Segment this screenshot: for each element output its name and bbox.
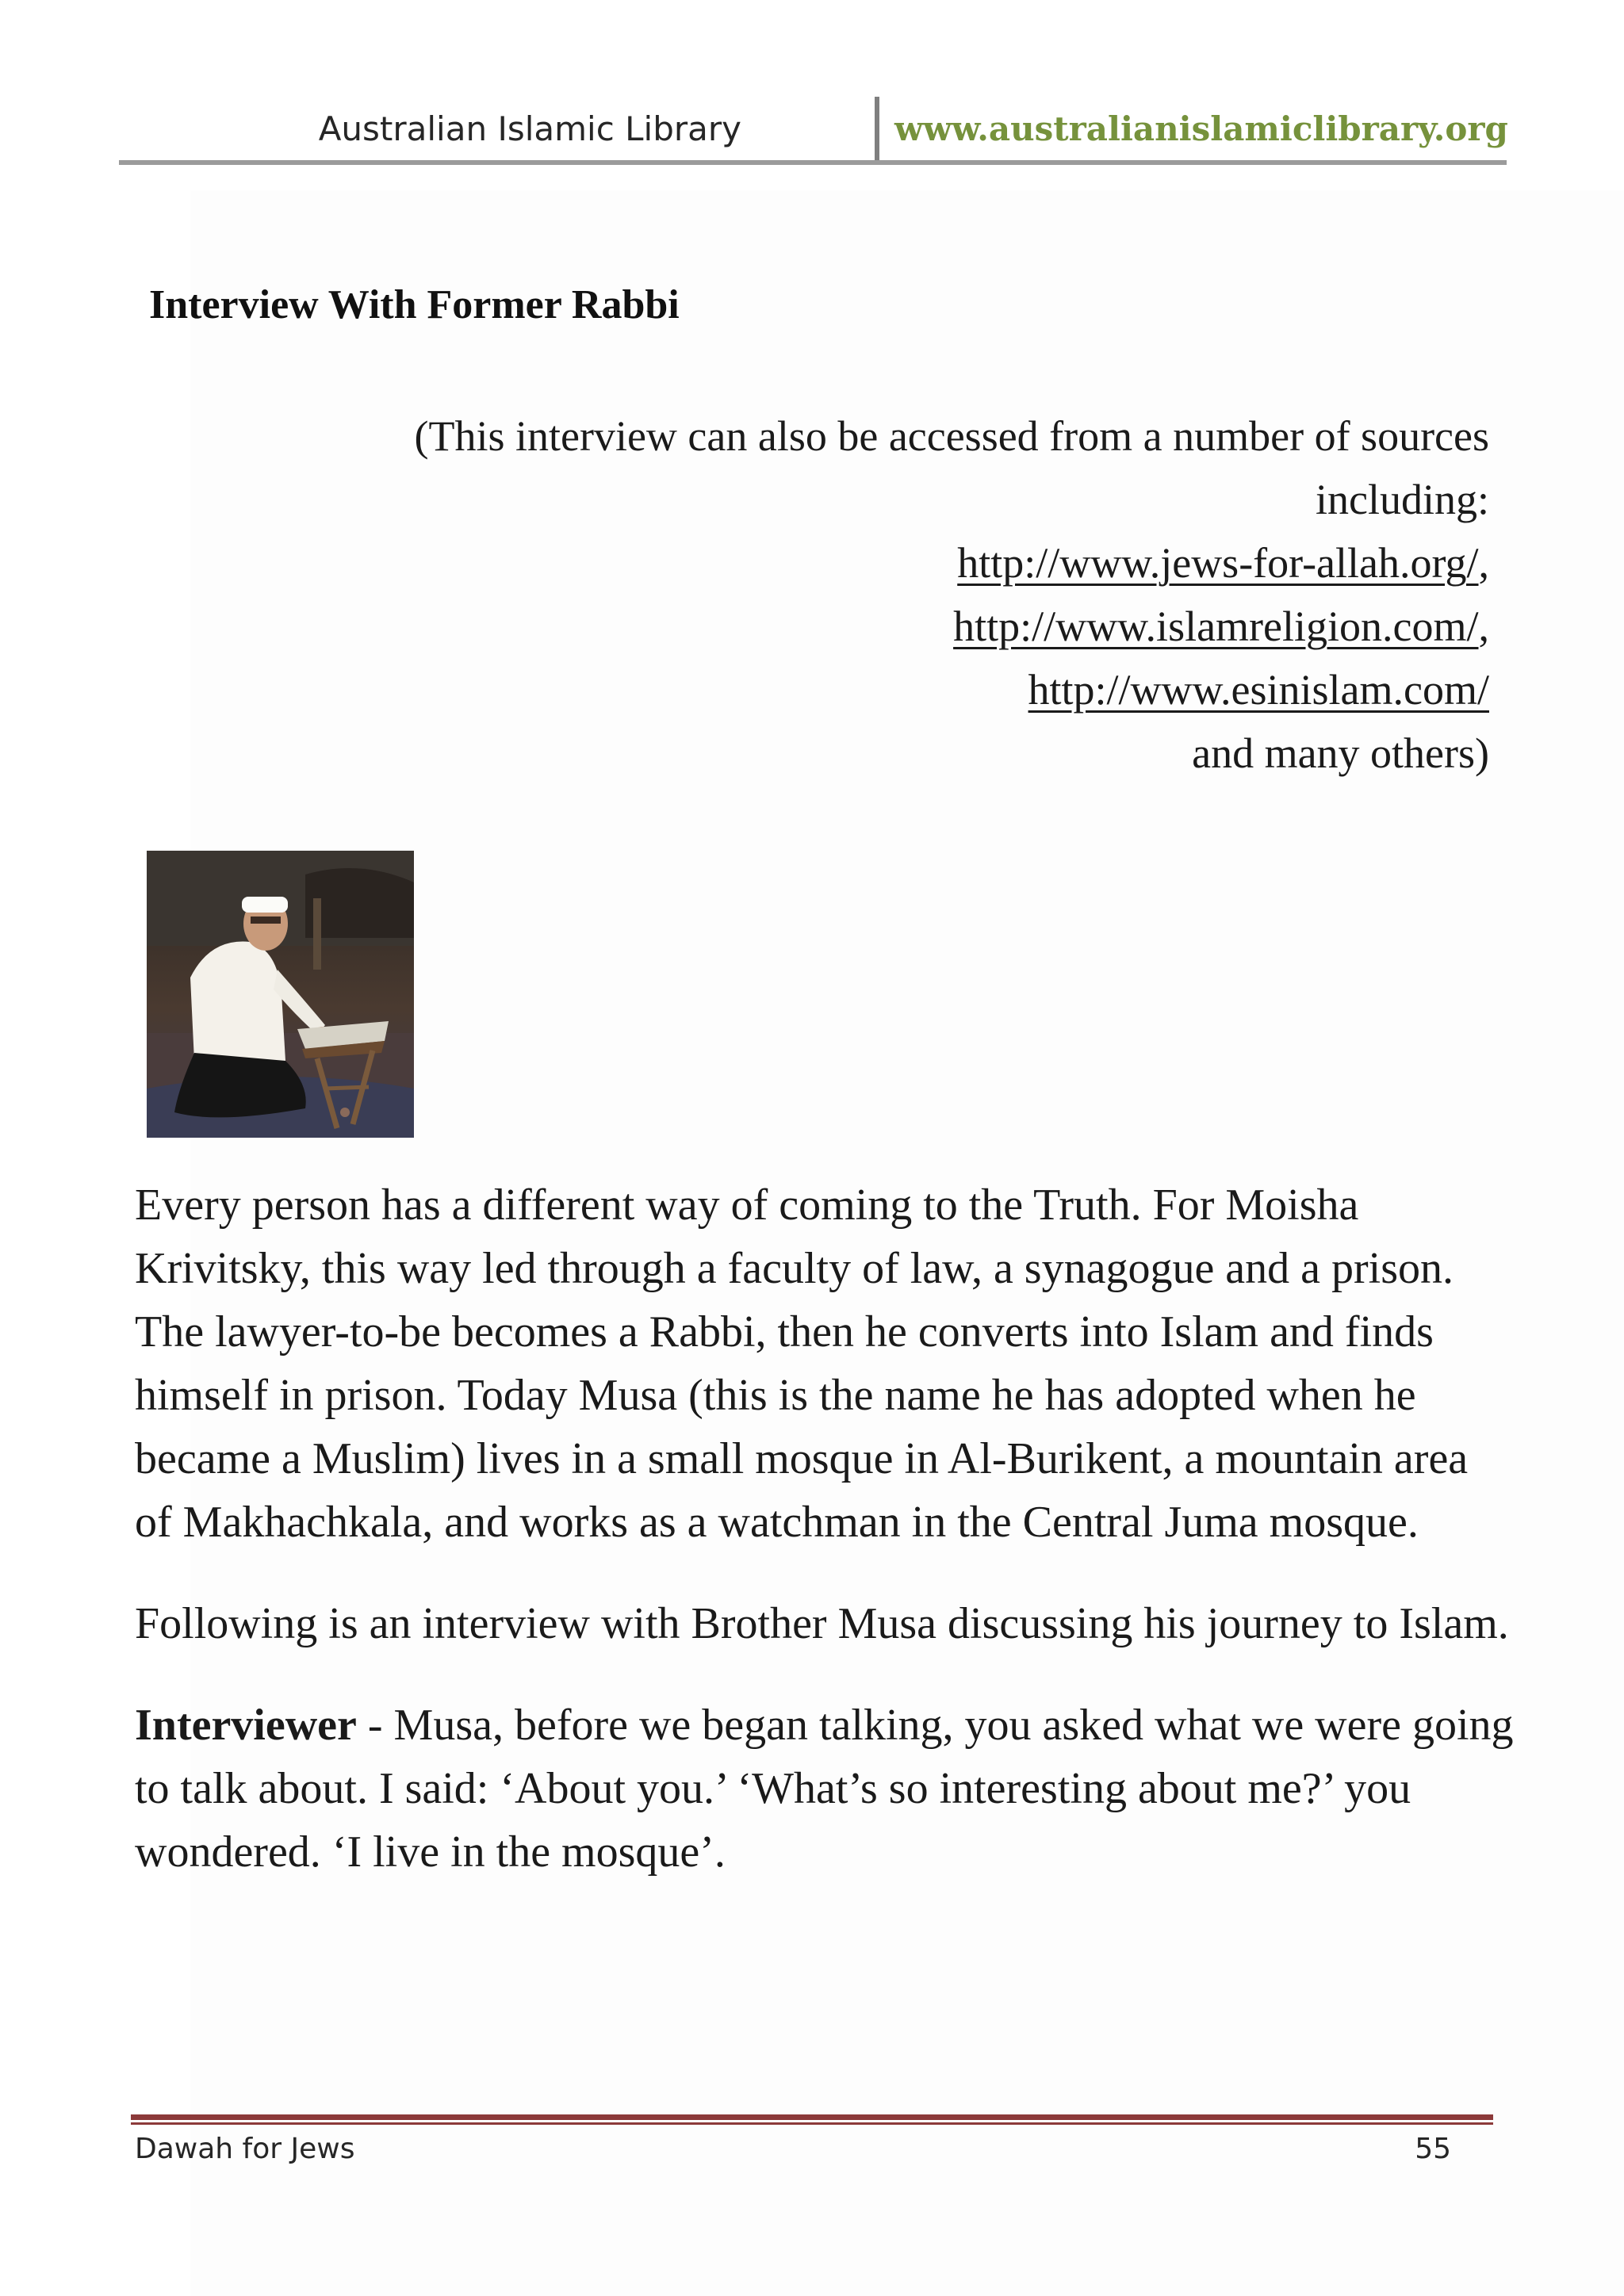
footer-book-title: Dawah for Jews [135, 2133, 355, 2165]
header-separator [875, 97, 879, 163]
page-number: 55 [1415, 2133, 1451, 2165]
source-link-2[interactable]: http://www.islamreligion.com/ [953, 603, 1479, 650]
page-header [119, 87, 1507, 166]
portrait-photo [147, 851, 414, 1138]
sources-intro: (This interview can also be accessed from a number of sources [414, 412, 1489, 460]
paragraph-interview [135, 1693, 1515, 1884]
source-line-1: http://www.jews-for-allah.org/, [957, 539, 1489, 587]
library-name: Australian Islamic Library [318, 109, 741, 148]
footer-rule-thin [131, 2122, 1493, 2125]
interview-text: - Musa, before we began talking, you asked what we were going to talk about. I said: ‘About you.’ ‘What’s so interesting about me?’ you wondered. ‘I live in the mosque’. [135, 1701, 1514, 1877]
source-link-1[interactable]: http://www.jews-for-allah.org/ [957, 539, 1479, 587]
sources-intro-2: including: [1316, 476, 1489, 523]
source-link-3[interactable]: http://www.esinislam.com/ [1028, 666, 1489, 714]
photo-graphic [147, 851, 414, 1138]
speaker-label: Interviewer [135, 1701, 357, 1750]
footer-rule [131, 2114, 1493, 2120]
website-link[interactable]: www.australianislamiclibrary.org [894, 109, 1508, 148]
sources-outro: and many others) [1192, 729, 1489, 777]
sources-block [300, 404, 1489, 785]
source-line-2: http://www.islamreligion.com/, [953, 603, 1489, 650]
paragraph-intro: Every person has a different way of coming to the Truth. For Moisha Krivitsky, this way led through a faculty of law, a synagogue and a prison. The lawyer-to-be becomes a Rabbi, then he converts into Islam and finds himself in prison. Today Musa (this is the name he has adopted when he became a Muslim) lives in a small mosque in Al-Burikent, a mountain area of Makhachkala, and works as a watchman in the Central Juma mosque. [135, 1181, 1469, 1547]
article-title: Interview With Former Rabbi [149, 282, 680, 327]
paragraph-following: Following is an interview with Brother Musa discussing his journey to Islam. [135, 1599, 1509, 1648]
article-body [135, 1173, 1515, 1922]
header-rule [119, 160, 1507, 165]
source-line-3 [300, 658, 1489, 721]
